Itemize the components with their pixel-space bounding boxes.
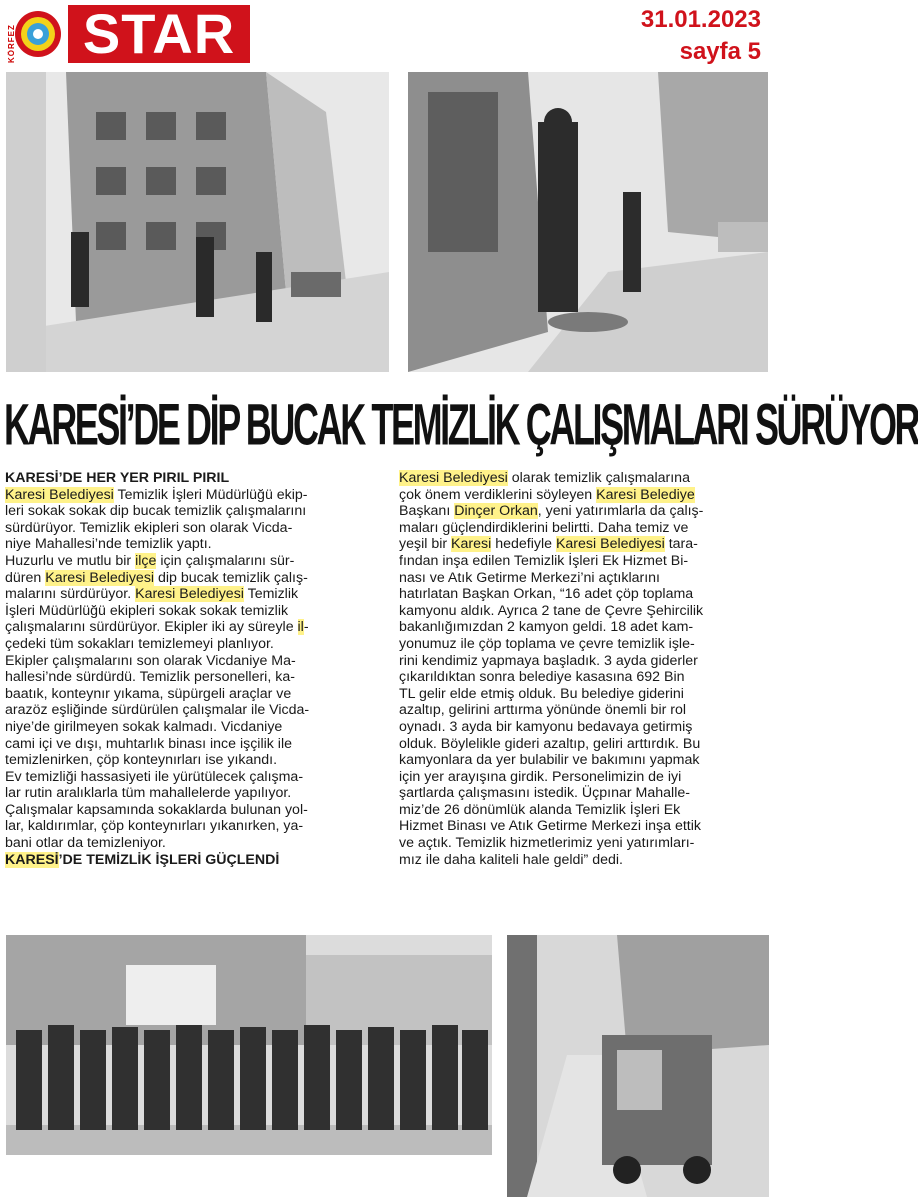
text-segment: Başkanı [399, 503, 455, 520]
right-column-line [399, 553, 769, 570]
text-segment: Temizlik [243, 586, 299, 603]
text-segment: Temizlik İşleri Müdürlüğü ekip- [113, 486, 308, 503]
photo-icon [6, 935, 492, 1155]
right-column-line [399, 785, 769, 802]
right-column-line [399, 487, 769, 504]
text-segment: hatırlatan Başkan Orkan, “16 adet çöp toplama [399, 586, 694, 603]
text-segment: olarak temizlik çalışmalarına [507, 470, 690, 486]
left-column-line [5, 736, 380, 753]
text-segment: sürdürüyor. Temizlik ekipleri son olarak Vicda- [5, 519, 293, 536]
left-column-line [5, 570, 380, 587]
right-column-line [399, 470, 769, 487]
text-segment: miz’de 26 dönümlük alanda Temizlik İşleri Ek [399, 801, 681, 818]
text-segment: niye Mahallesi’nde temizlik yaptı. [5, 536, 212, 553]
text-segment: fından inşa edilen Temizlik İşleri Ek Hizmet Bi- [399, 552, 689, 569]
left-column-line [5, 586, 380, 603]
right-column-line [399, 702, 769, 719]
right-column-line [399, 570, 769, 587]
text-segment: TL gelir elde etmiş olduk. Bu belediye giderini [399, 685, 684, 702]
newspaper-logo [4, 3, 250, 65]
text-segment: temizlenirken, çöp konteynırları ise yıkandı. [5, 752, 278, 769]
left-column-line [5, 686, 380, 703]
left-column-line [5, 719, 380, 736]
highlighted-text: Dinçer Orkan [454, 503, 538, 520]
left-column-line [5, 520, 380, 537]
right-column-line [399, 818, 769, 835]
text-segment: mız ile daha kaliteli hale geldi” dedi. [399, 851, 623, 868]
text-segment: , yeni yatırımlarla da çalış- [537, 503, 704, 520]
sweeper-truck-photo [507, 935, 769, 1197]
highlighted-text: Karesi Belediyesi [135, 586, 244, 603]
right-column-line [399, 603, 769, 620]
subheading-1: KARESİ’DE HER YER PIRIL PIRIL [5, 470, 230, 486]
left-column-line [5, 769, 380, 786]
text-segment: lar, kaldırımlar, çöp konteynırları yıkanırken, ya- [5, 818, 304, 835]
text-segment: için çalışmalarını sür- [156, 552, 295, 569]
highlighted-text: Karesi Belediyesi [555, 536, 665, 553]
left-paragraphs [5, 487, 380, 852]
right-column-line [399, 653, 769, 670]
text-segment: olduk. Böylelikle gideri azaltıp, geliri arttırdık. Bu [399, 735, 701, 752]
text-segment: baatık, konteynır yıkama, süpürgeli araçlar ve [5, 685, 292, 702]
left-column-line [5, 653, 380, 670]
text-segment: dip bucak temizlik çalış- [154, 569, 308, 586]
highlighted-text: ilçe [135, 552, 157, 569]
text-segment: için yer arayışına girdik. Personelimizin de iyi [399, 768, 682, 785]
street-cleaning-photo-1 [6, 72, 389, 372]
text-segment: Ev temizliği hassasiyeti ile yürütülecek çalışma- [5, 768, 304, 785]
logo-side-text: KÖRFEZ [7, 24, 16, 63]
left-column-line [5, 553, 380, 570]
right-column-line [399, 536, 769, 553]
subheading-2-highlight: KARESİ [5, 851, 59, 868]
highlighted-text: Karesi Belediyesi [399, 470, 508, 486]
highlighted-text: Karesi Belediyesi [45, 569, 155, 586]
highlighted-text: Karesi Belediye [596, 486, 695, 503]
left-column-line [5, 503, 380, 520]
text-segment: leri sokak sokak dip bucak temizlik çalışmalarını [5, 503, 307, 520]
right-column-line [399, 719, 769, 736]
right-column-line [399, 835, 769, 852]
logo-text: STAR [68, 5, 250, 63]
right-column-line [399, 852, 769, 869]
issue-date: 31.01.2023 [640, 6, 761, 33]
text-segment: arazöz eşliğinde sürdürülen çalışmalar ile Vicda- [5, 702, 310, 719]
left-column-line [5, 818, 380, 835]
text-segment: cami içi ve dışı, muhtarlık binası ince işçilik ile [5, 735, 292, 752]
text-segment: hallesi’nde sürdürdü. Temizlik personelleri, ka- [5, 669, 295, 686]
text-segment: malarını sürdürüyor. [5, 586, 136, 603]
text-segment: Hizmet Binası ve Atık Getirme Merkezi inşa ettik [399, 818, 701, 835]
right-column-line [399, 586, 769, 603]
text-segment: çok önem verdiklerini söyleyen [399, 486, 597, 503]
text-segment: ve açtık. Temizlik hizmetlerimiz yeni yatırımları- [399, 835, 695, 852]
page-number: sayfa 5 [679, 38, 761, 65]
left-column-line [5, 536, 380, 553]
text-segment: bani otlar da temizleniyor. [5, 835, 166, 852]
text-segment: İşleri Müdürlüğü ekipleri sokak sokak temizlik [5, 602, 289, 619]
highlighted-text: Karesi Belediyesi [5, 486, 114, 503]
text-segment: - [303, 619, 309, 636]
text-segment: Çalışmalar kapsamında sokaklarda bulunan yol- [5, 801, 308, 818]
right-column-line [399, 503, 769, 520]
text-segment: kamyonlara da yer bulabilir ve bakımını yapmak [399, 752, 700, 769]
text-segment: Huzurlu ve mutlu bir [5, 552, 136, 569]
right-column-line [399, 669, 769, 686]
left-column-line [5, 487, 380, 504]
text-segment: yonumuz ile çöp toplama ve çevre temizlik işle- [399, 635, 695, 652]
left-column-line [5, 835, 380, 852]
text-segment: hedefiyle [491, 536, 556, 553]
subheading-2 [5, 852, 380, 869]
text-segment: maları güçlendirdiklerini belirtti. Daha temiz ve [399, 519, 689, 536]
text-segment: bakanlığımızdan 2 kamyon geldi. 18 adet kam- [399, 619, 694, 636]
text-segment: çalışmalarını sürdürüyor. Ekipler iki ay süreyle [5, 619, 298, 636]
left-column-line [5, 636, 380, 653]
article-left-column [5, 470, 380, 868]
right-column-line [399, 802, 769, 819]
left-column-line [5, 785, 380, 802]
text-segment: niye’de girilmeyen sokak kalmadı. Vicdaniye [5, 718, 283, 735]
text-segment: kamyonu aldık. Ayrıca 2 tane de Çevre Şehircilik [399, 602, 704, 619]
subheading-2-rest: ’DE TEMİZLİK İŞLERİ GÜÇLENDİ [58, 851, 280, 868]
street-cleaning-photo-2 [408, 72, 768, 372]
photo-icon [408, 72, 768, 372]
left-column-line [5, 752, 380, 769]
left-column-line [5, 702, 380, 719]
left-column-line [5, 802, 380, 819]
right-column-line [399, 619, 769, 636]
text-segment: lar rutin aralıklarla tüm mahallelerde yapılıyor. [5, 785, 292, 802]
text-segment: yeşil bir [399, 536, 452, 553]
photo-icon [6, 72, 389, 372]
headline: KARESİ’DE DİP BUCAK TEMİZLİK ÇALIŞMALARI SÜRÜYOR [4, 391, 918, 458]
right-column-line [399, 686, 769, 703]
highlighted-text: Karesi [451, 536, 492, 553]
right-column-line [399, 736, 769, 753]
text-segment: tara- [664, 536, 698, 553]
right-column-line [399, 752, 769, 769]
right-column-line [399, 520, 769, 537]
text-segment: çıkarıldıktan sonra belediye kasasına 692 Bin [399, 669, 685, 686]
text-segment: çedeki tüm sokakları temizlemeyi planlıyor. [5, 635, 274, 652]
right-column-line [399, 769, 769, 786]
text-segment: düren [5, 569, 46, 586]
text-segment: azaltıp, gelirini arttırma yönünde önemli bir rol [399, 702, 687, 719]
text-segment: Ekipler çalışmalarını son olarak Vicdaniye Ma- [5, 652, 296, 669]
text-segment: nası ve Atık Getirme Merkezi’ni açtıklarını [399, 569, 660, 586]
highlighted-text: il [297, 619, 304, 636]
left-column-line [5, 619, 380, 636]
text-segment: oynadı. 3 ayda bir kamyonu bedavaya getirmiş [399, 718, 693, 735]
text-segment: rini kendimiz yapmaya başladık. 3 ayda giderler [399, 652, 698, 669]
left-column-line [5, 669, 380, 686]
photo-icon [507, 935, 769, 1197]
text-segment: şartlarda çalışmasını istedik. Üçpınar Mahalle- [399, 785, 690, 802]
team-group-photo [6, 935, 492, 1155]
article-right-column [399, 470, 769, 868]
left-column-line [5, 603, 380, 620]
right-paragraphs [399, 470, 769, 868]
right-column-line [399, 636, 769, 653]
